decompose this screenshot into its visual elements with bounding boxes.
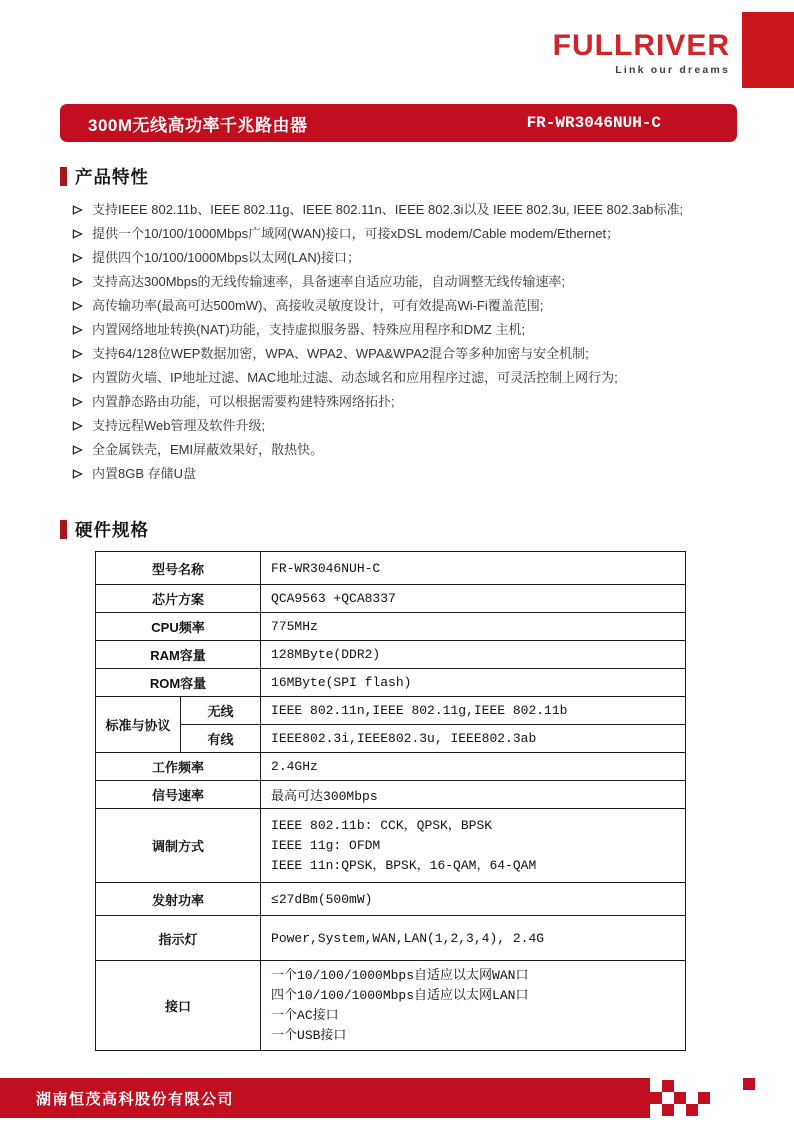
spec-value: QCA9563 +QCA8337 xyxy=(261,585,686,613)
feature-item xyxy=(72,414,750,438)
spec-value xyxy=(261,809,686,883)
spec-label: 型号名称 xyxy=(96,552,261,585)
feature-item xyxy=(72,438,750,462)
spec-label: 接口 xyxy=(96,961,261,1051)
feature-text: 支持64/128位WEP数据加密，WPA、WPA2、WPA&WPA2混合等多种加密与安全机制; xyxy=(92,346,589,361)
spec-label: 信号速率 xyxy=(96,781,261,809)
spec-value: 775MHz xyxy=(261,613,686,641)
spec-value: 2.4GHz xyxy=(261,753,686,781)
spec-row xyxy=(96,613,686,641)
spec-value-line: 一个AC接口 xyxy=(271,1007,339,1023)
arrow-bullet-icon xyxy=(72,420,83,432)
arrow-bullet-icon xyxy=(72,276,83,288)
feature-text: 高传输功率(最高可达500mW)、高接收灵敏度设计，可有效提高Wi-Fi覆盖范围; xyxy=(92,298,544,313)
spec-group-label: 标准与协议 xyxy=(96,697,181,753)
spec-row xyxy=(96,883,686,916)
arrow-bullet-icon xyxy=(72,252,83,264)
feature-list xyxy=(60,198,750,486)
feature-item xyxy=(72,198,750,222)
section-bar-icon xyxy=(60,520,67,539)
checker-square xyxy=(686,1104,698,1116)
spec-value: Power,System,WAN,LAN(1,2,3,4), 2.4G xyxy=(261,916,686,961)
checker-square xyxy=(650,1092,662,1104)
feature-item xyxy=(72,294,750,318)
feature-item xyxy=(72,222,750,246)
arrow-bullet-icon xyxy=(72,300,83,312)
feature-text: 支持IEEE 802.11b、IEEE 802.11g、IEEE 802.11n、IEEE 802.3i以及 IEEE 802.3u, IEEE 802.3ab标准; xyxy=(92,202,684,217)
features-heading xyxy=(60,164,750,189)
spec-value-line: 四个10/100/1000Mbps自适应以太网LAN口 xyxy=(271,987,529,1003)
feature-item xyxy=(72,246,750,270)
spec-row xyxy=(96,669,686,697)
spec-table xyxy=(95,551,686,1051)
spec-row xyxy=(96,781,686,809)
arrow-bullet-icon xyxy=(72,468,83,480)
feature-text: 内置8GB 存储U盘 xyxy=(92,466,197,481)
section-specs xyxy=(60,517,750,1051)
product-model: FR-WR3046NUH-C xyxy=(526,114,661,132)
product-banner xyxy=(60,104,737,142)
spec-row xyxy=(96,552,686,585)
feature-text: 支持远程Web管理及软件升级; xyxy=(92,418,266,433)
spec-value: IEEE802.3i,IEEE802.3u, IEEE802.3ab xyxy=(261,725,686,753)
feature-text: 提供一个10/100/1000Mbps广域网(WAN)接口，可接xDSL modem/Cable modem/Ethernet； xyxy=(92,226,620,241)
specs-heading-text: 硬件规格 xyxy=(75,520,149,540)
arrow-bullet-icon xyxy=(72,444,83,456)
feature-text: 内置网络地址转换(NAT)功能，支持虚拟服务器、特殊应用程序和DMZ 主机; xyxy=(92,322,526,337)
arrow-bullet-icon xyxy=(72,204,83,216)
spec-label: 调制方式 xyxy=(96,809,261,883)
section-bar-icon xyxy=(60,167,67,186)
spec-row xyxy=(96,585,686,613)
brand-header xyxy=(553,31,730,76)
spec-value: FR-WR3046NUH-C xyxy=(261,552,686,585)
feature-text: 全金属铁壳，EMI屏蔽效果好，散热快。 xyxy=(92,442,324,457)
arrow-bullet-icon xyxy=(72,324,83,336)
feature-item xyxy=(72,366,750,390)
spec-value: ≤27dBm(500mW) xyxy=(261,883,686,916)
spec-row xyxy=(96,809,686,883)
feature-item xyxy=(72,270,750,294)
corner-red-block xyxy=(742,12,794,88)
checker-square xyxy=(662,1104,674,1116)
spec-sub-label: 有线 xyxy=(181,725,261,753)
spec-value xyxy=(261,961,686,1051)
spec-label: RAM容量 xyxy=(96,641,261,669)
spec-value-line: IEEE 11n:QPSK，BPSK，16-QAM，64-QAM xyxy=(271,857,537,873)
spec-value: 最高可达300Mbps xyxy=(261,781,686,809)
spec-value-line: IEEE 11g: OFDM xyxy=(271,837,381,853)
spec-row xyxy=(96,641,686,669)
feature-item xyxy=(72,342,750,366)
feature-text: 提供四个10/100/1000Mbps以太网(LAN)接口； xyxy=(92,250,361,265)
footer-bar xyxy=(0,1078,650,1118)
feature-item xyxy=(72,318,750,342)
section-features xyxy=(60,164,750,486)
specs-heading xyxy=(60,517,750,542)
features-heading-text: 产品特性 xyxy=(75,167,149,187)
feature-text: 内置静态路由功能，可以根据需要构建特殊网络拓扑; xyxy=(92,394,395,409)
spec-value-line: IEEE 802.11b: CCK，QPSK，BPSK xyxy=(271,817,493,833)
feature-text: 支持高达300Mbps的无线传输速率，具备速率自适应功能，自动调整无线传输速率; xyxy=(92,274,566,289)
spec-label: 发射功率 xyxy=(96,883,261,916)
spec-value: 16MByte(SPI flash) xyxy=(261,669,686,697)
spec-row xyxy=(96,961,686,1051)
fullriver-logo: FULLRIVER xyxy=(552,29,730,62)
spec-label: ROM容量 xyxy=(96,669,261,697)
spec-row xyxy=(96,916,686,961)
product-title: 300M无线高功率千兆路由器 xyxy=(88,115,308,135)
spec-row xyxy=(96,753,686,781)
checker-square xyxy=(698,1092,710,1104)
spec-table-body xyxy=(96,552,686,1051)
spec-label: 芯片方案 xyxy=(96,585,261,613)
spec-value: 128MByte(DDR2) xyxy=(261,641,686,669)
arrow-bullet-icon xyxy=(72,372,83,384)
spec-label: 指示灯 xyxy=(96,916,261,961)
checker-square xyxy=(662,1080,674,1092)
checker-square xyxy=(743,1078,755,1090)
spec-row xyxy=(96,725,686,753)
spec-label: CPU频率 xyxy=(96,613,261,641)
feature-text: 内置防火墙、IP地址过滤、MAC地址过滤、动态域名和应用程序过滤，可灵活控制上网行为; xyxy=(92,370,618,385)
company-name: 湖南恒茂高科股份有限公司 xyxy=(36,1090,235,1108)
spec-value-line: 一个USB接口 xyxy=(271,1027,347,1043)
spec-label: 工作频率 xyxy=(96,753,261,781)
spec-value-line: 一个10/100/1000Mbps自适应以太网WAN口 xyxy=(271,967,529,983)
feature-item xyxy=(72,462,750,486)
arrow-bullet-icon xyxy=(72,228,83,240)
arrow-bullet-icon xyxy=(72,348,83,360)
feature-item xyxy=(72,390,750,414)
brand-tagline: Link our dreams xyxy=(615,64,730,76)
spec-row xyxy=(96,697,686,725)
arrow-bullet-icon xyxy=(72,396,83,408)
spec-value: IEEE 802.11n,IEEE 802.11g,IEEE 802.11b xyxy=(261,697,686,725)
spec-sub-label: 无线 xyxy=(181,697,261,725)
checker-square xyxy=(674,1092,686,1104)
